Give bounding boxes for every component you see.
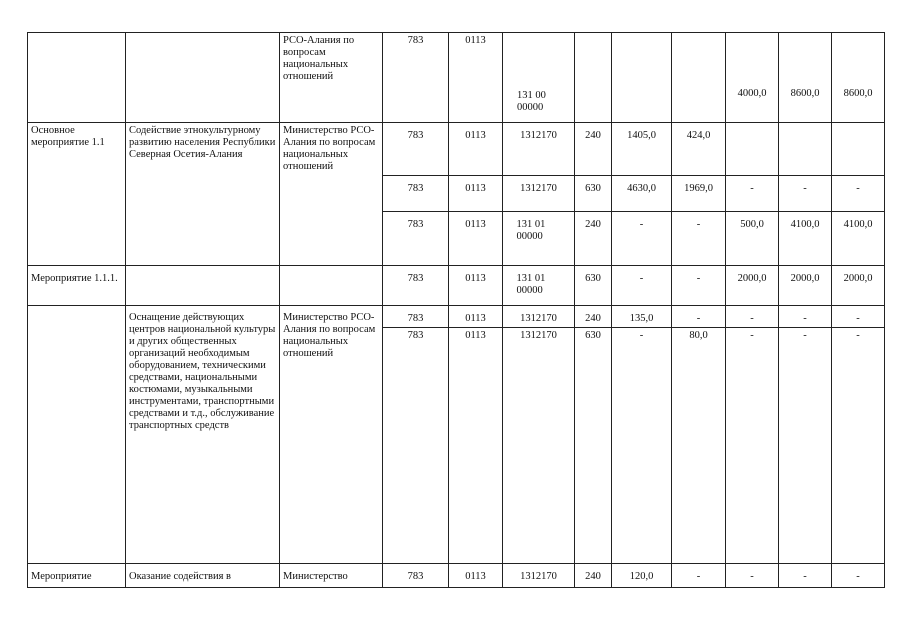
csr-value: 131 01 00000 [516, 272, 546, 296]
budget-table [27, 32, 885, 588]
value-2015-cell: - [672, 265, 726, 305]
csr-cell: 1312170 [503, 563, 575, 587]
activity-cell [126, 265, 280, 305]
value-2015-cell: - [672, 211, 726, 265]
executor-cell: Министерство РСО-Алания по вопросам национальных отношений [280, 123, 383, 176]
value-2015-cell: 424,0 [672, 123, 726, 176]
grbs-cell: 783 [383, 327, 449, 563]
value-2018-cell: - [832, 563, 885, 587]
value-2018-cell: - [832, 327, 885, 563]
vr-cell: 630 [575, 175, 612, 211]
rzpr-cell: 0113 [449, 211, 503, 265]
value-2018-cell [832, 33, 885, 123]
executor-cell [280, 175, 383, 211]
status-cell [28, 327, 126, 563]
csr-cell [503, 265, 575, 305]
value-2014-cell: - [612, 327, 672, 563]
value-2016-cell: - [726, 327, 779, 563]
grbs-cell: 783 [383, 211, 449, 265]
executor-cell: РСО-Алания по вопросам национальных отношений [280, 33, 383, 123]
rzpr-cell: 0113 [449, 123, 503, 176]
value-2016-cell [726, 33, 779, 123]
value-2015-cell [672, 33, 726, 123]
value-2018-cell [832, 123, 885, 176]
value-2017-cell: - [779, 175, 832, 211]
status-cell: Основное мероприятие 1.1 [28, 123, 126, 176]
grbs-cell: 783 [383, 175, 449, 211]
value-2016-cell: - [726, 563, 779, 587]
status-cell [28, 305, 126, 327]
value-2014-cell [612, 33, 672, 123]
rzpr-cell: 0113 [449, 305, 503, 327]
table-row [28, 563, 885, 587]
activity-cell: Содействие этнокультурному развитию населения Республики Северная Осетия-Алания [126, 123, 280, 176]
value-2017-cell: - [779, 563, 832, 587]
table-row [28, 33, 885, 123]
rzpr-cell: 0113 [449, 327, 503, 563]
grbs-cell: 783 [383, 563, 449, 587]
activity-cell [126, 175, 280, 211]
value-2014-cell: 4630,0 [612, 175, 672, 211]
value-2017-cell [779, 33, 832, 123]
csr-cell: 1312170 [503, 305, 575, 327]
value-2015-cell: 80,0 [672, 327, 726, 563]
value-2016-cell [726, 123, 779, 176]
executor-cell [280, 211, 383, 265]
value-2014-cell: - [612, 265, 672, 305]
activity-cell: Оказание содействия в [126, 563, 280, 587]
vr-cell: 240 [575, 563, 612, 587]
csr-cell: 1312170 [503, 175, 575, 211]
status-cell [28, 33, 126, 123]
value-2016-cell: - [726, 175, 779, 211]
vr-cell [575, 33, 612, 123]
value-2017-cell: 2000,0 [779, 265, 832, 305]
value-2014-cell: 120,0 [612, 563, 672, 587]
value-2017: 8600,0 [790, 88, 820, 99]
value-2016-cell: 2000,0 [726, 265, 779, 305]
table-row [28, 123, 885, 176]
executor-cell: Министерство [280, 563, 383, 587]
grbs-cell: 783 [383, 305, 449, 327]
value-2018-cell: 4100,0 [832, 211, 885, 265]
value-2018-cell: - [832, 175, 885, 211]
status-cell: Мероприятие [28, 563, 126, 587]
value-2016: 4000,0 [737, 88, 767, 99]
table-row [28, 265, 885, 305]
activity-cell [126, 211, 280, 265]
value-2017-cell: - [779, 327, 832, 563]
rzpr-cell: 0113 [449, 563, 503, 587]
status-cell: Мероприятие 1.1.1. [28, 265, 126, 305]
csr-value: 131 01 00000 [516, 218, 546, 242]
value-2017-cell: 4100,0 [779, 211, 832, 265]
value-2017-cell [779, 123, 832, 176]
csr-cell [503, 33, 575, 123]
value-2016-cell: - [726, 305, 779, 327]
executor-cell: Министерство РСО-Алания по вопросам национальных отношений [280, 305, 383, 563]
csr-cell: 1312170 [503, 123, 575, 176]
executor-cell [280, 265, 383, 305]
value-2016-cell: 500,0 [726, 211, 779, 265]
rzpr-cell: 0113 [449, 265, 503, 305]
vr-cell: 240 [575, 211, 612, 265]
grbs-cell: 783 [383, 33, 449, 123]
value-2015-cell: 1969,0 [672, 175, 726, 211]
grbs-cell: 783 [383, 265, 449, 305]
rzpr-cell: 0113 [449, 33, 503, 123]
table-row [28, 211, 885, 265]
vr-cell: 630 [575, 265, 612, 305]
vr-cell: 240 [575, 123, 612, 176]
value-2014-cell: 1405,0 [612, 123, 672, 176]
vr-cell: 630 [575, 327, 612, 563]
csr-value: 131 00 00000 [517, 90, 546, 113]
grbs-cell: 783 [383, 123, 449, 176]
value-2018-cell: - [832, 305, 885, 327]
table-row [28, 305, 885, 327]
value-2015-cell: - [672, 305, 726, 327]
value-2014-cell: 135,0 [612, 305, 672, 327]
value-2014-cell: - [612, 211, 672, 265]
status-cell [28, 175, 126, 211]
value-2015-cell: - [672, 563, 726, 587]
vr-cell: 240 [575, 305, 612, 327]
csr-cell: 1312170 [503, 327, 575, 563]
activity-cell [126, 33, 280, 123]
value-2017-cell: - [779, 305, 832, 327]
value-2018-cell: 2000,0 [832, 265, 885, 305]
status-cell [28, 211, 126, 265]
table-row [28, 175, 885, 211]
value-2018: 8600,0 [843, 88, 873, 99]
rzpr-cell: 0113 [449, 175, 503, 211]
activity-cell: Оснащение действующих центров национальной культуры и других общественных организаций необходимым оборудованием, техническими средствами, национальными костюмами, музыкальными инструментами, транспортными средствами и т.д., обслуживание транспортных средств [126, 305, 280, 563]
csr-cell [503, 211, 575, 265]
